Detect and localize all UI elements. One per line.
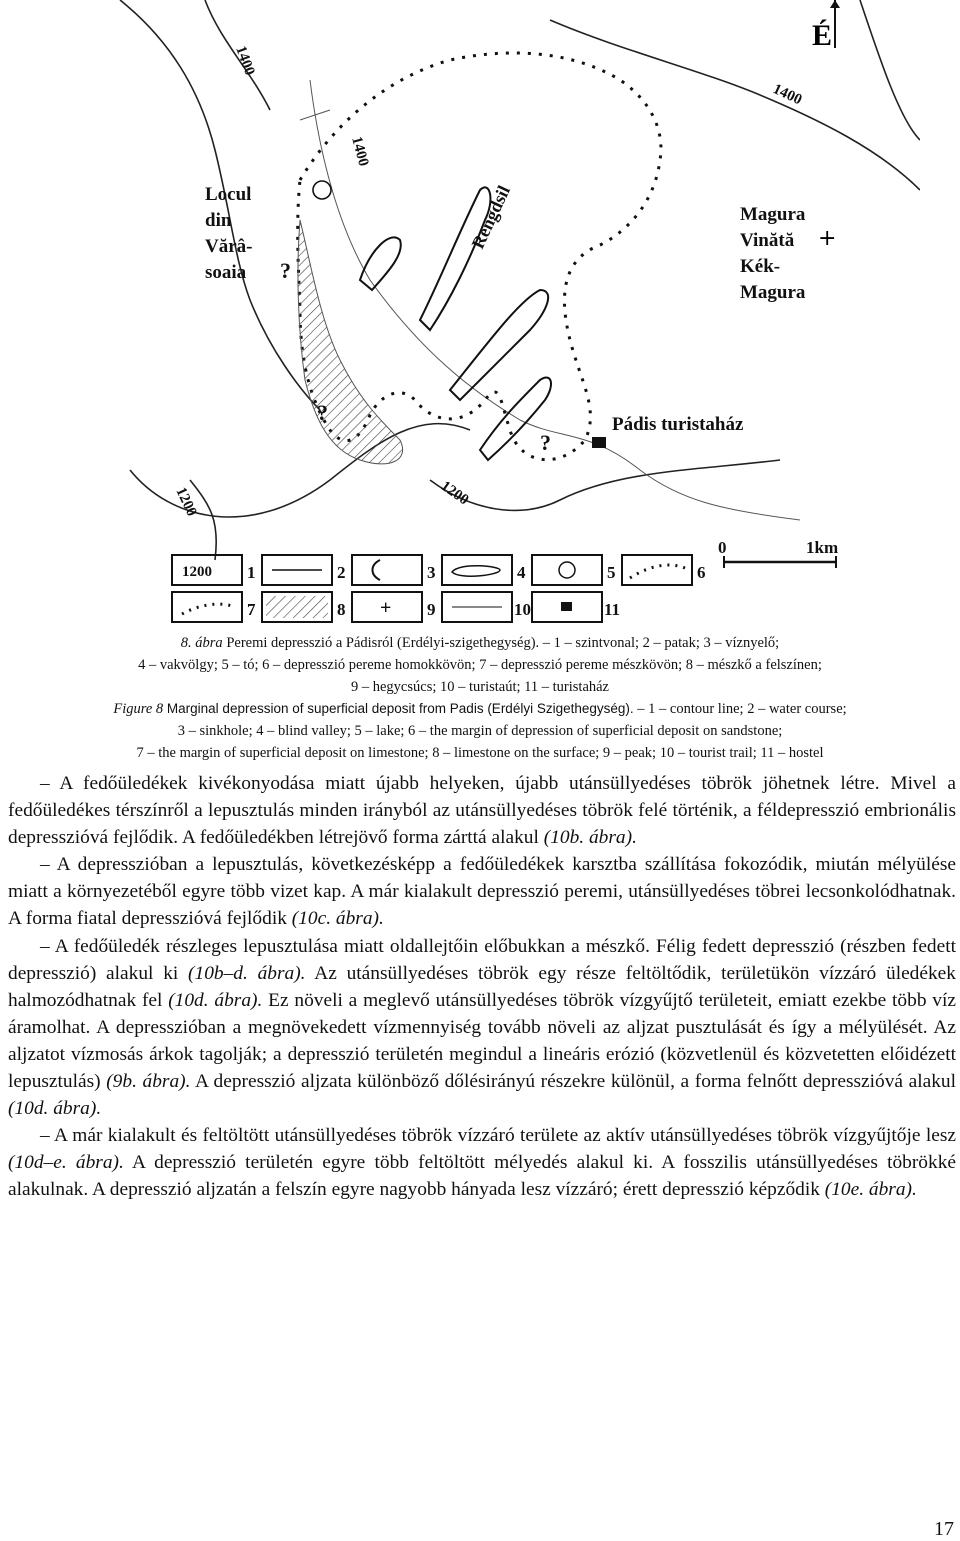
map-legend [172,555,706,622]
limestone-surface [298,220,403,464]
contour-line [430,460,780,510]
contour-line [550,20,920,190]
place-label-left: Locul din Vărâ- soaia [205,184,253,283]
svg-text:1: 1 [247,563,256,582]
caption-hu-line-3: 9 – hegycsúcs; 10 – turistaút; 11 – turistaház [351,679,609,695]
contour-label: 1200 [172,484,200,519]
contour-line [190,480,216,560]
svg-text:10: 10 [514,600,531,619]
svg-text:3: 3 [427,563,436,582]
svg-text:11: 11 [604,600,621,619]
page-number: 17 [934,1518,954,1540]
contour-label: 1400 [232,43,258,78]
contour-label: 1400 [348,134,372,169]
caption-en-line-2: 3 – sinkhole; 4 – blind valley; 5 – lake; 6 – the margin of depression of superficial deposit on sandstone; [177,723,783,739]
svg-text:0: 0 [718,538,727,557]
question-mark: ? [317,400,328,425]
contour-line [860,0,920,140]
paragraph: – A fedőüledékek kivékonyodása miatt újabb helyeken, újabb utánsüllyedéses töbrök jöhetnek létre. Mivel a fedőüledékes térszínről a lepusztulás minden irányból az utánsüllyedéses töbrök felé történik, a féldepresszió embrionális depresszióvá fejlődik. A fedőüledékben létrejövő forma zárttá alakul (10b. ábra). [8,773,956,849]
caption-hu-line-2: 4 – vakvölgy; 5 – tó; 6 – depresszió pereme homokkövön; 7 – depresszió pereme mészkövön; 8 – mészkő a felszínen; [138,657,822,673]
ridge-label: Rengdsil [467,182,514,252]
legend-contour-value: 1200 [182,564,212,580]
contour-line [120,0,320,410]
contour-label: 1200 [437,478,472,509]
contour-label: 1400 [770,81,805,109]
paragraph: – A már kialakult és feltöltött utánsüllyedéses töbrök vízzáró területe az aktív utánsüllyedéses töbrök vízgyűjtője lesz (10d–e. ábra). A depresszió területén egyre több feltöltött mélyedés alakul ki. A fosszilis utánsüllyedéses töbrökké alakulnak. A depresszió aljzatán a felszín egyre nagyobb hányada lesz vízzáró; érett depresszió képződik (10e. ábra). [8,1125,956,1201]
caption-hu-line-1: 8. ábra Peremi depresszió a Pádisról (Erdélyi-szigethegység). – 1 – szintvonal; 2 – patak; 3 – víznyelő; [180,635,780,651]
hostel-label: Pádis turistaház [612,414,744,435]
svg-text:1km: 1km [806,538,839,557]
svg-text:4: 4 [517,563,526,582]
svg-text:+: + [380,597,392,619]
svg-text:2: 2 [337,563,346,582]
svg-text:9: 9 [427,600,436,619]
svg-text:7: 7 [247,600,256,619]
north-arrow [812,0,840,52]
blind-valley [420,187,490,330]
place-label-right: Magura Vinătă Kék- Magura [740,204,806,303]
hostel-marker [592,437,606,448]
peak-marker: + [818,226,837,251]
lake-icon [313,181,331,199]
caption-en-line-3: 7 – the margin of superficial deposit on limestone; 8 – limestone on the surface; 9 – peak; 10 – tourist trail; 11 – hostel [136,745,824,761]
caption-en-line-1: Figure 8 Marginal depression of superficial deposit from Padis (Erdélyi Szigethegység). – 1 – contour line; 2 – water course; [113,701,847,717]
paragraph: – A fedőüledék részleges lepusztulása miatt oldallejtőin előbukkan a mészkő. Félig fedett depresszió (részben fedett depresszió) alakul ki (10b–d. ábra). Az utánsüllyedéses töbrök egy része feltöltődik, területükön vízzáró üledékek halmozódhatnak fel (10d. ábra). Ez növeli a meglevő utánsüllyedéses töbrök vízgyűjtő területeit, emiatt ezekbe több víz áramolhat. A depresszióban a megnövekedett vízmennyiség tovább növeli az aljzat pusztulását és így a mélyülését. Az aljzatot vízmosás árkok tagolják; a depresszió területén megindul a lineáris erózió (közvetlenül és közvetetten előidézett lepusztulás) (9b. ábra). A depresszió aljzata különböző dőlésirányú részekre különül, a forma felnőtt depresszióvá alakul (10d. ábra). [8,935,957,1120]
question-mark: ? [280,258,291,283]
paragraph: – A depresszióban a lepusztulás, következésképp a fedőüledékek karsztba szállítása fokozódik, miután mélyülése miatt a környezetéből egyre több vizet kap. A már kialakult depresszió peremi, utánsüllyedéses töbrei lecsonkolódhatnak. A forma fiatal depresszióvá fejlődik (10c. ábra). [8,854,956,930]
blind-valley [360,237,401,290]
tourist-trail [520,420,800,520]
scale-bar [718,538,838,568]
body-text [8,770,956,1204]
question-mark: ? [540,430,551,455]
svg-text:6: 6 [697,563,706,582]
blind-valley [450,290,548,400]
svg-text:5: 5 [607,563,616,582]
figure-map [60,0,920,630]
svg-text:8: 8 [337,600,346,619]
north-label: É [812,19,833,52]
